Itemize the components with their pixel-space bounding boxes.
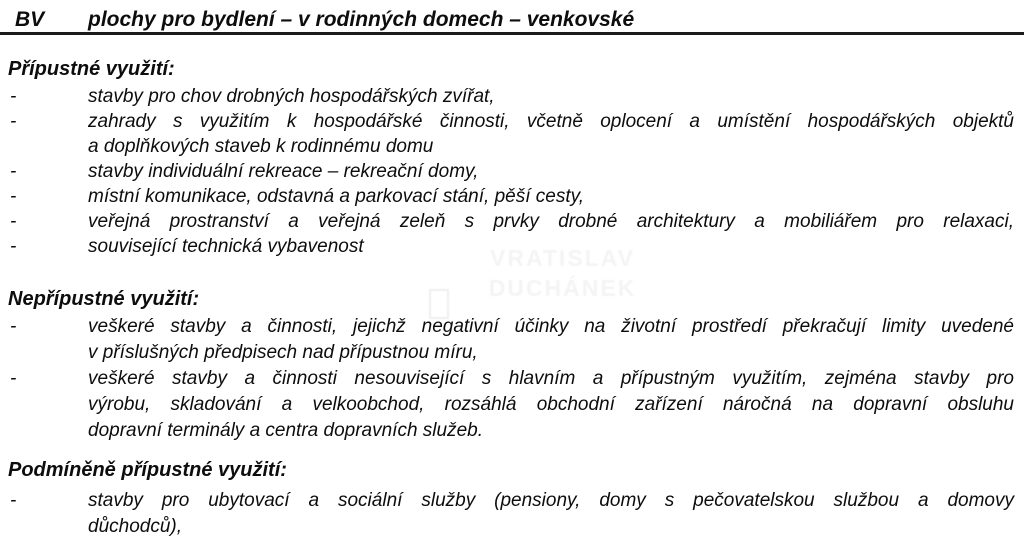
list-item-line <box>0 159 1024 184</box>
section-heading-pripustne: Přípustné využití: <box>8 58 175 80</box>
dash-bullet: - <box>10 236 17 257</box>
list-item-text: výrobu, skladování a velkoobchod, rozsáhlá obchodní zařízení náročná na dopravní obsluhu <box>88 394 1014 415</box>
list-item-line <box>0 234 1024 259</box>
list-item-line <box>0 488 1024 514</box>
section-heading-podminene: Podmíněně přípustné využití: <box>8 459 287 481</box>
bullet-list-nepripustne <box>0 314 1024 444</box>
dash-bullet: - <box>10 186 17 207</box>
watermark-text-line: VRATISLAV <box>490 245 635 271</box>
list-item-text: veškeré stavby a činnosti, jejichž negativní účinky na životní prostředí překračují limity uvedené <box>88 316 1014 337</box>
list-item-text: související technická vybavenost <box>88 236 364 257</box>
list-item-text: stavby individuální rekreace – rekreační domy, <box>88 161 479 182</box>
list-item-line <box>0 418 1024 444</box>
list-item-line <box>0 392 1024 418</box>
dash-bullet: - <box>10 86 17 107</box>
list-item-line <box>0 340 1024 366</box>
page-title: plochy pro bydlení – v rodinných domech – venkovské <box>88 8 635 31</box>
list-item-line <box>0 514 1024 540</box>
zone-code: BV <box>15 8 45 31</box>
list-item-text: veškeré stavby a činnosti nesouvisející s hlavním a přípustným využitím, zejména stavby pro <box>88 368 1014 389</box>
dash-bullet: - <box>10 490 17 511</box>
section-heading-nepripustne: Nepřípustné využití: <box>8 288 200 310</box>
bullet-list-pripustne <box>0 84 1024 259</box>
dash-bullet: - <box>10 316 17 337</box>
list-item-text: důchodců), <box>88 516 183 537</box>
dash-bullet: - <box>10 111 17 132</box>
list-item-text: dopravní terminály a centra dopravních služeb. <box>88 420 483 441</box>
bullet-list-podminene <box>0 488 1024 540</box>
header-rule <box>0 32 1024 35</box>
list-item-text: stavby pro chov drobných hospodářských zvířat, <box>88 86 495 107</box>
list-item-text: veřejná prostranství a veřejná zeleň s prvky drobné architektury a mobiliářem pro relaxaci, <box>88 211 1014 232</box>
list-item-line <box>0 209 1024 234</box>
list-item-text: stavby pro ubytovací a sociální služby (pensiony, domy s pečovatelskou službou a domovy <box>88 490 1014 511</box>
dash-bullet: - <box>10 211 17 232</box>
list-item-line <box>0 84 1024 109</box>
list-item-text: a doplňkových staveb k rodinnému domu <box>88 136 434 157</box>
list-item-text: v příslušných předpisech nad přípustnou míru, <box>88 342 478 363</box>
list-item-text: zahrady s využitím k hospodářské činnosti, včetně oplocení a umístění hospodářských objektů <box>88 111 1014 132</box>
list-item-line <box>0 134 1024 159</box>
list-item-line <box>0 366 1024 392</box>
dash-bullet: - <box>10 368 17 389</box>
list-item-line <box>0 314 1024 340</box>
list-item-line <box>0 109 1024 134</box>
list-item-line <box>0 184 1024 209</box>
list-item-text: místní komunikace, odstavná a parkovací stání, pěší cesty, <box>88 186 584 207</box>
document-title-row <box>0 6 1024 33</box>
dash-bullet: - <box>10 161 17 182</box>
watermark-text-line: DUCHÁNEK <box>488 275 637 301</box>
